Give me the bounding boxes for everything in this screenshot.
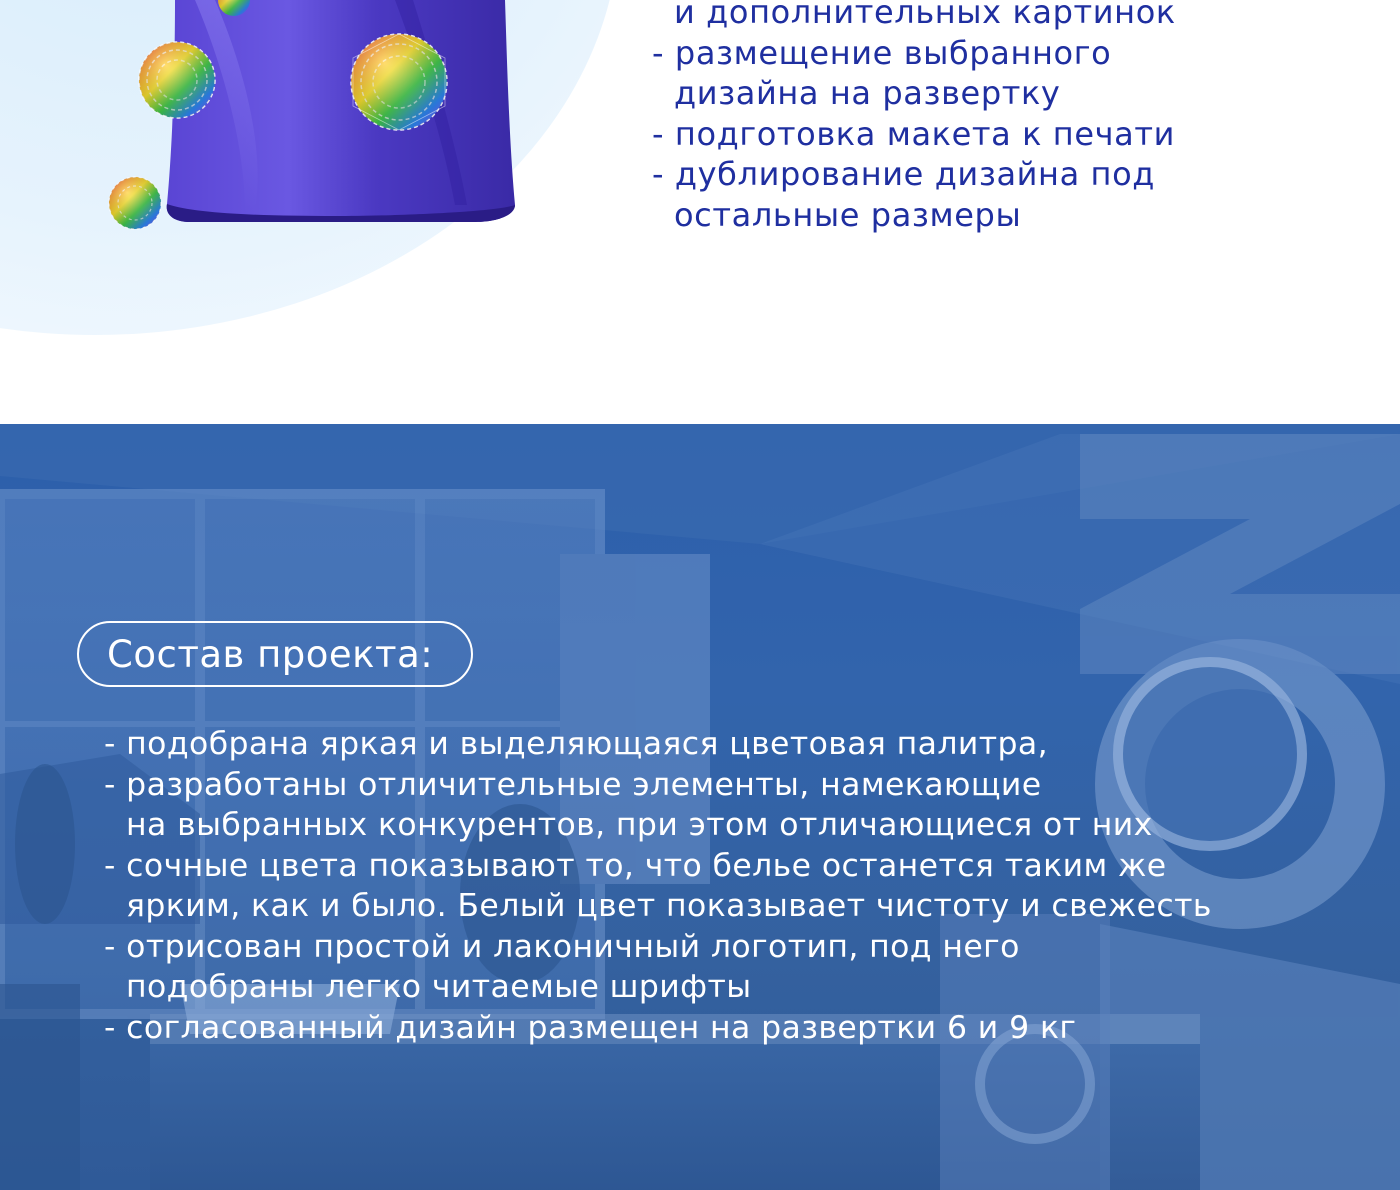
composition-section <box>0 424 1400 1190</box>
composition-line: - сочные цвета показывают то, что белье останется таким же <box>104 847 1167 884</box>
composition-line: - подобрана яркая и выделяющаяся цветовая палитра, <box>104 726 1049 762</box>
composition-line: - отрисован простой и лаконичный логотип, под него <box>104 928 1020 965</box>
composition-line: ярким, как и было. Белый цвет показывает чистоту и свежесть <box>126 888 1212 924</box>
rainbow-sphere-icon <box>351 34 447 130</box>
composition-line: - разработаны отличительные элементы, намекающие <box>104 766 1042 803</box>
task-line: - дублирование дизайна под <box>652 155 1155 193</box>
composition-line: на выбранных конкурентов, при этом отличающиеся от них <box>126 807 1153 843</box>
detergent-pack-image <box>95 0 545 240</box>
top-section <box>0 0 1400 424</box>
composition-list <box>104 724 1212 1048</box>
task-line: - подготовка макета к печати <box>652 114 1175 153</box>
composition-line: - согласованный дизайн размещен на развертки 6 и 9 кг <box>104 1009 1077 1046</box>
rainbow-sphere-icon <box>109 177 161 229</box>
task-list <box>652 0 1176 235</box>
heading-pill <box>77 621 473 687</box>
task-line: дизайна на развертку <box>674 74 1061 112</box>
task-line: остальные размеры <box>674 195 1022 234</box>
composition-line: подобраны легко читаемые шрифты <box>126 969 752 1005</box>
task-line: - размещение выбранного <box>652 33 1112 72</box>
task-line: и дополнительных картинок <box>674 0 1176 31</box>
composition-heading: Состав проекта: <box>107 633 434 676</box>
rainbow-sphere-icon <box>139 42 215 118</box>
